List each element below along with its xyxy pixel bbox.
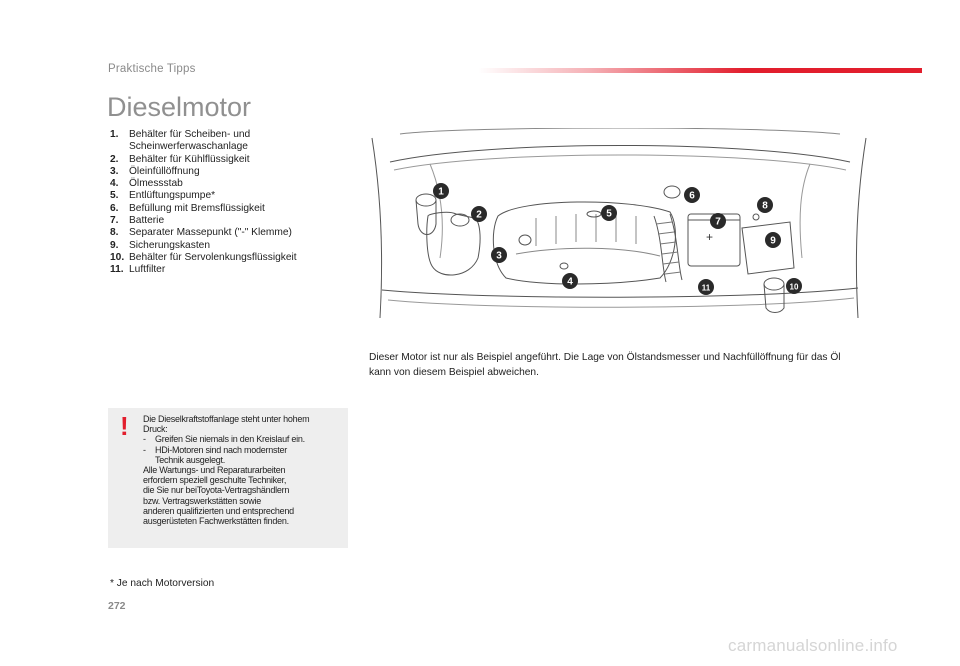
callout-marker-3 [491,247,507,263]
legend-text: Ölmessstab [129,178,183,190]
legend-number: 6. [110,202,119,214]
warning-line: Druck: [143,424,168,435]
callout-markers [433,183,802,295]
callout-number: 2 [476,209,482,221]
bullet-dash: - [143,444,146,455]
warning-line: HDi-Motoren sind nach modernster [155,444,288,455]
callout-number: 8 [762,200,768,212]
callout-marker-1 [433,183,449,199]
page-number: 272 [108,600,126,612]
footnote: * Je nach Motorversion [110,578,215,589]
callout-marker-10 [786,278,802,294]
callout-marker-5 [601,205,617,221]
legend-number: 1. [110,129,119,140]
warning-line: Technik ausgelegt. [155,454,226,465]
legend-item [110,178,350,190]
legend-text: Luftfilter [129,264,166,276]
warning-line: die Sie nur beiToyota-Vertragshändlern [143,485,290,496]
legend-number: 9. [110,239,119,251]
callout-marker-9 [765,232,781,248]
engine-illustration [370,128,868,324]
legend-number: 8. [110,227,119,239]
warning-line: Alle Wartungs- und Reparaturarbeiten [143,465,286,476]
page-title: Dieselmotor [107,92,252,122]
section-label: Praktische Tipps [108,63,196,75]
battery-plus: + [706,230,714,244]
legend-number: 7. [110,215,119,227]
legend-number: 5. [110,190,119,202]
warning-bullet [143,434,348,444]
legend-number: 10. [110,251,125,263]
watermark: carmanualsonline.info [728,636,898,655]
callout-number: 6 [689,190,695,202]
callout-marker-8 [757,197,773,213]
legend-text: Befüllung mit Bremsflüssigkeit [129,202,265,214]
warning-bullet [143,445,348,465]
callout-marker-11 [698,279,714,295]
callout-marker-7 [710,213,726,229]
legend-text: Behälter für Servolenkungsflüssigkeit [129,251,297,263]
callout-number: 4 [567,276,573,288]
warning-line: Die Dieselkraftstoffanlage steht unter hohem [143,414,310,424]
warning-note [108,408,348,548]
legend-item [110,203,350,215]
legend-text: Separater Massepunkt ("-" Klemme) [129,227,292,239]
legend-text: Behälter für Scheiben- und Scheinwerferwaschanlage [129,129,251,153]
callout-marker-4 [562,273,578,289]
legend-item [110,227,350,239]
warning-line: anderen qualifizierten und entsprechend [143,505,294,516]
legend-text: Batterie [129,215,165,227]
callout-number: 11 [701,283,711,293]
warning-line: erfordern speziell geschulte Techniker, [143,475,287,486]
legend-text: Öleinfüllöffnung [129,165,200,177]
callout-number: 1 [438,186,444,198]
legend-item [110,252,350,264]
legend-item [110,190,350,202]
warning-line: Greifen Sie niemals in den Kreislauf ein. [155,434,305,445]
legend-number: 4. [110,178,119,190]
legend-item [110,154,350,166]
legend-item [110,166,350,178]
figure-caption: Dieser Motor ist nur als Beispiel angeführt. Die Lage von Ölstandsmesser und Nachfüllöffnung für das Öl kann von diesem Beispiel abweichen. [369,352,841,378]
legend-number: 11. [110,264,124,276]
callout-marker-2 [471,206,487,222]
callout-number: 9 [770,235,776,247]
legend-text: Behälter für Kühlflüssigkeit [129,153,250,165]
legend-number: 2. [110,153,119,165]
callout-number: 10 [789,282,799,292]
callout-number: 5 [606,208,612,220]
callout-number: 3 [496,250,502,262]
callout-marker-6 [684,187,700,203]
legend-item [110,215,350,227]
legend-item [110,240,350,252]
warning-line: bzw. Vertragswerkstätten sowie [143,495,262,506]
legend-text: Sicherungskasten [129,239,210,251]
legend-number: 3. [110,165,119,177]
warning-line: ausgerüsteten Fachwerkstätten finden. [143,516,289,527]
legend-item [110,129,350,154]
bullet-dash: - [143,434,146,445]
warning-text [143,414,348,526]
component-legend [110,129,350,277]
legend-item [110,264,350,276]
header-rule [478,68,922,73]
callout-number: 7 [715,216,721,228]
exclamation-icon: ! [120,411,129,441]
legend-text: Entlüftungspumpe* [129,190,216,202]
